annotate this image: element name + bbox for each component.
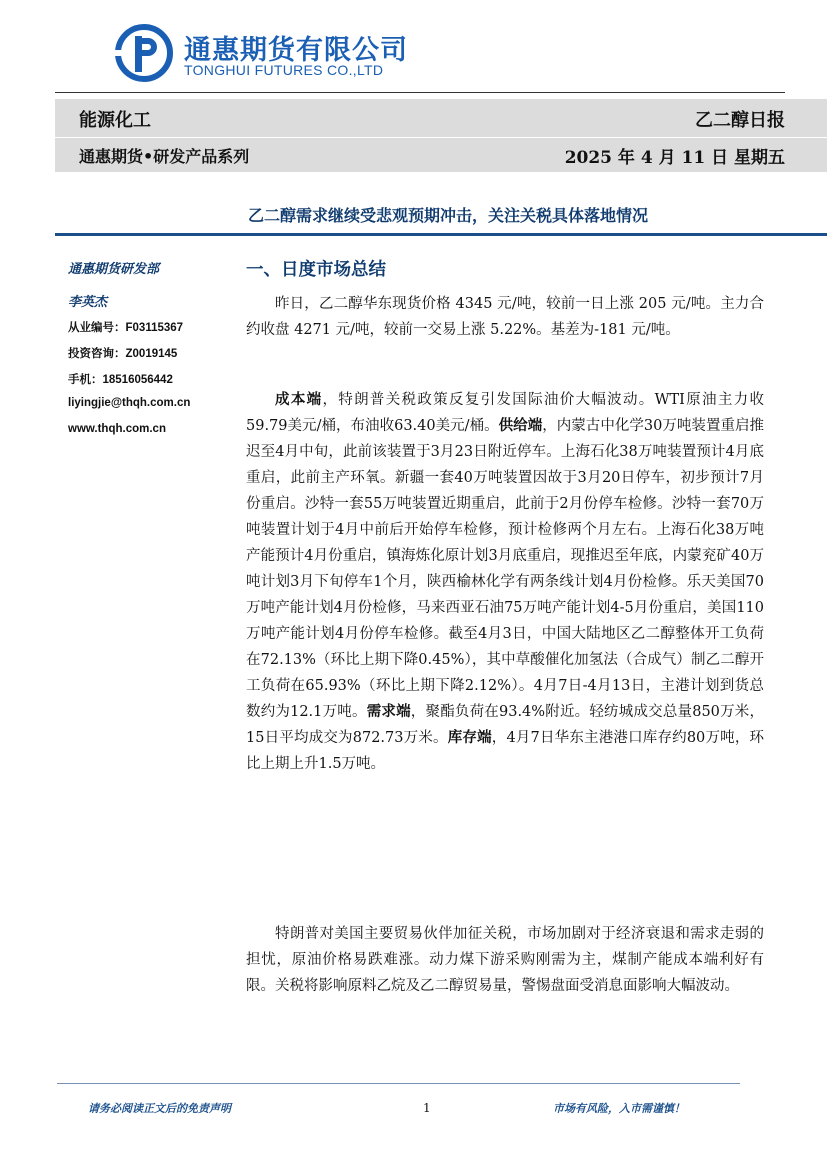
practitioner-number: 从业编号：F03115367 <box>68 322 184 334</box>
cost-side-text: ，特朗普关税政策反复引发国际油价大幅波动。WTI原油主力收59.79美元/桶，布油收63.40美元/桶。 <box>246 392 764 434</box>
analyst-name: 李英杰 <box>68 295 108 310</box>
series-label: 通惠期货•研发产品系列 <box>79 147 250 166</box>
sector-label: 能源化工 <box>79 110 151 131</box>
consulting-number: 投资咨询：Z0019145 <box>68 348 178 360</box>
email-link[interactable]: liyingjie@thqh.com.cn <box>68 397 191 409</box>
series-band <box>55 138 827 172</box>
tonghui-logo-icon <box>115 24 173 82</box>
company-name-cn: 通惠期货有限公司 <box>184 35 408 66</box>
supply-side-text: ，内蒙古中化学30万吨装置重启推迟至4月中旬，此前该装置于3月23日附近停车。上海石化38万吨装置预计4月底重启，此前主产环氧。新疆一套40万吨装置因故于3月20日停车，初步预计7月份重启。沙特一套55万吨装置近期重启，此前于2月份停车检修。沙特一套70万吨装置计划于4月中前后开始停车检修，预计检修两个月左右。上海石化38万吨产能预计4月份重启，镇海炼化原计划3月底重启，现推迟至年底，内蒙兖矿40万吨计划3月下旬停车1个月，陕西榆林化学有两条线计划4月份检修。乐天美国70万吨产能计划4月份检修，马来西亚石油75万吨产能计划4-5月份重启，美国110万吨产能计划4月份停车检修。截至4月3日，中国大陆地区乙二醇整体开工负荷在72.13%（环比上期下降0.45%），其中草酸催化加氢法（合成气）制乙二醇开工负荷在65.93%（环比上期下降2.12%）。4月7日-4月13日，主港计划到货总数约为12.1万吨。 <box>246 418 765 720</box>
report-type-label: 乙二醇日报 <box>695 110 785 131</box>
outlook-paragraph: 特朗普对美国主要贸易伙伴加征关税，市场加剧对于经济衰退和需求走弱的担忧，原油价格易跌难涨。动力煤下游采购刚需为主，煤制产能成本端利好有限。关税将影响原料乙烷及乙二醇贸易量，警惕盘面受消息面影响大幅波动。 <box>246 926 764 994</box>
analyst-sidebar <box>68 258 228 445</box>
footer-rule <box>57 1083 740 1084</box>
company-name-en: TONGHUI FUTURES CO.,LTD <box>184 62 384 78</box>
report-headline: 乙二醇需求继续受悲观预期冲击，关注关税具体落地情况 <box>248 206 649 225</box>
research-dept: 通惠期货研发部 <box>68 262 160 277</box>
demand-side-text: ，聚酯负荷在93.4%附近。轻纺城成交总量850万米，15日平均成交为872.73万米。 <box>246 704 765 746</box>
phone-number: 手机：18516056442 <box>68 374 173 386</box>
supply-side-label: 供给端 <box>498 418 543 434</box>
page-number: 1 <box>423 1101 431 1115</box>
inventory-side-text: ，4月7日华东主港港口库存约80万吨，环比上期上升1.5万吨。 <box>246 730 765 772</box>
website-link[interactable]: www.thqh.com.cn <box>68 423 166 435</box>
inventory-side-label: 库存端 <box>447 730 492 746</box>
disclaimer-note: 请务必阅读正文后的免责声明 <box>88 1102 231 1115</box>
cost-side-label: 成本端 <box>275 392 323 408</box>
demand-side-label: 需求端 <box>366 704 411 720</box>
report-date: 2025 年 4 月 11 日 星期五 <box>564 148 785 168</box>
headline-rule <box>55 233 827 236</box>
header-rule <box>55 92 785 93</box>
fundamentals-paragraph <box>246 387 764 777</box>
section-title: 一、日度市场总结 <box>246 260 386 280</box>
sector-band <box>55 99 827 137</box>
risk-warning: 市场有风险，入市需谨慎！ <box>553 1102 685 1115</box>
market-summary-paragraph: 昨日，乙二醇华东现货价格 4345 元/吨，较前一日上涨 205 元/吨。主力合约收盘 4271 元/吨，较前一交易上涨 5.22%。基差为-181 元/吨。 <box>246 296 764 338</box>
